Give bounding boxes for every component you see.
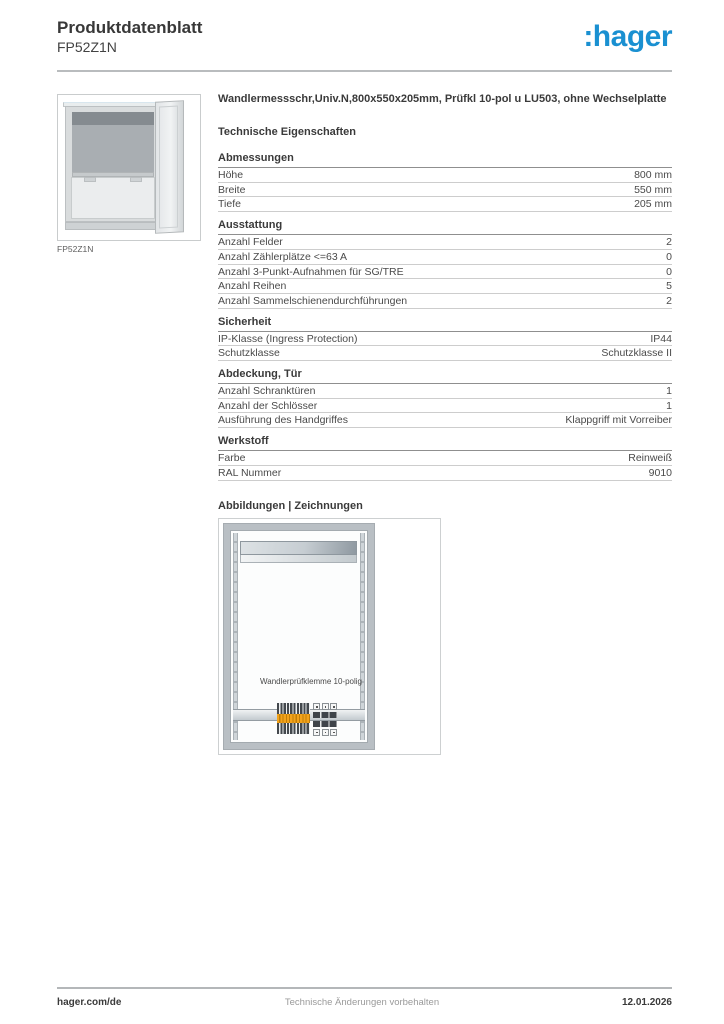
cabinet-plinth — [65, 222, 161, 230]
spec-row — [218, 384, 672, 399]
screw-terminal — [322, 703, 329, 710]
spec-row — [218, 413, 672, 428]
spec-row — [218, 346, 672, 361]
spec-label: Breite — [218, 183, 246, 196]
spec-row — [218, 197, 672, 212]
spec-row — [218, 235, 672, 250]
screw-terminal — [330, 729, 337, 736]
spec-value: 2 — [666, 236, 672, 249]
spec-row — [218, 250, 672, 265]
footer-divider — [57, 987, 672, 989]
spec-value: Reinweiß — [628, 452, 672, 465]
spec-label: Ausführung des Handgriffes — [218, 414, 348, 427]
screw-terminal — [313, 729, 320, 736]
spec-label: Anzahl 3-Punkt-Aufnahmen für SG/TRE — [218, 265, 404, 278]
spec-label: Anzahl Zählerplätze <=63 A — [218, 250, 348, 263]
spec-row — [218, 279, 672, 294]
spec-label: Farbe — [218, 452, 246, 465]
cabinet-body — [65, 106, 161, 222]
spec-row — [218, 332, 672, 347]
panel-latch — [130, 177, 142, 182]
spec-label: Anzahl der Schlösser — [218, 399, 318, 412]
spec-label: Anzahl Schranktüren — [218, 385, 316, 398]
footer-date: 12.01.2026 — [621, 997, 672, 1008]
top-busbar — [240, 541, 357, 555]
spec-value: 5 — [666, 280, 672, 293]
terminal-screw-row — [313, 729, 337, 736]
spec-label: Anzahl Reihen — [218, 280, 287, 293]
spec-value: 1 — [666, 399, 672, 412]
screw-terminal — [322, 729, 329, 736]
spec-sections — [218, 152, 672, 481]
spec-label: Schutzklasse — [218, 347, 280, 360]
terminal-screw-row — [313, 703, 337, 710]
spec-row — [218, 168, 672, 183]
screw-terminal — [330, 703, 337, 710]
spec-section — [218, 219, 672, 309]
spec-row — [218, 466, 672, 481]
spec-section — [218, 316, 672, 361]
spec-section — [218, 435, 672, 480]
spec-label: RAL Nummer — [218, 466, 282, 479]
panel-latch — [84, 177, 96, 182]
spec-section-title: Abmessungen — [218, 152, 672, 168]
spec-value: 0 — [666, 265, 672, 278]
spec-label: Höhe — [218, 169, 244, 181]
terminal-block-orange-band — [277, 714, 310, 723]
page-title: Produktdatenblatt — [57, 18, 203, 37]
cabinet-open-door — [155, 100, 184, 234]
spec-value: 1 — [666, 385, 672, 398]
spec-section-title: Ausstattung — [218, 219, 672, 235]
product-title: Wandlermessschr,Univ.N,800x550x205mm, Prüfkl 10-pol u LU503, ohne Wechselplatte — [218, 93, 667, 105]
spec-value: Klappgriff mit Vorreiber — [565, 414, 672, 427]
terminal-adapter — [313, 703, 337, 736]
terminal-bar — [313, 712, 337, 718]
product-code: FP52Z1N — [57, 39, 117, 55]
header-divider — [57, 70, 672, 72]
footer-url: hager.com/de — [57, 997, 122, 1008]
drawing-cabinet-inner — [230, 530, 368, 743]
spec-value: 550 mm — [634, 183, 672, 196]
terminal-block — [277, 703, 310, 734]
spec-value: Schutzklasse II — [601, 347, 672, 360]
drawing-cabinet-frame — [223, 523, 375, 750]
specs-heading: Technische Eigenschaften — [218, 126, 356, 138]
spec-value: 0 — [666, 250, 672, 263]
spec-value: IP44 — [650, 332, 672, 345]
cabinet-interior — [72, 112, 154, 172]
spec-value: 800 mm — [634, 169, 672, 181]
spec-row — [218, 451, 672, 466]
spec-label: Anzahl Sammelschienendurchführungen — [218, 294, 408, 307]
spec-row — [218, 294, 672, 309]
drawing-label: Wandlerprüfklemme 10-polig — [260, 677, 362, 686]
spec-value: 9010 — [648, 466, 672, 479]
door-inner-panel — [159, 106, 178, 229]
spec-section-title: Abdeckung, Tür — [218, 368, 672, 384]
spec-label: IP-Klasse (Ingress Protection) — [218, 332, 358, 345]
spec-section-title: Sicherheit — [218, 316, 672, 332]
spec-value: 2 — [666, 294, 672, 307]
screw-terminal — [313, 703, 320, 710]
top-busbar-lower — [240, 555, 357, 563]
drawings-heading: Abbildungen | Zeichnungen — [218, 500, 363, 512]
technical-drawing — [218, 518, 441, 755]
spec-row — [218, 183, 672, 198]
spec-label: Anzahl Felder — [218, 236, 283, 249]
spec-section-title: Werkstoff — [218, 435, 672, 451]
spec-section — [218, 368, 672, 428]
spec-label: Tiefe — [218, 198, 241, 211]
hager-logo: :hager — [583, 20, 672, 53]
cabinet-lower-panel — [71, 177, 155, 219]
terminal-bar — [313, 721, 337, 727]
image-caption: FP52Z1N — [57, 244, 94, 254]
spec-section — [218, 152, 672, 212]
footer-notice: Technische Änderungen vorbehalten — [284, 997, 440, 1008]
product-image — [57, 94, 201, 241]
spec-row — [218, 399, 672, 414]
spec-row — [218, 265, 672, 280]
spec-value: 205 mm — [634, 198, 672, 211]
cabinet-interior-band — [72, 112, 154, 125]
